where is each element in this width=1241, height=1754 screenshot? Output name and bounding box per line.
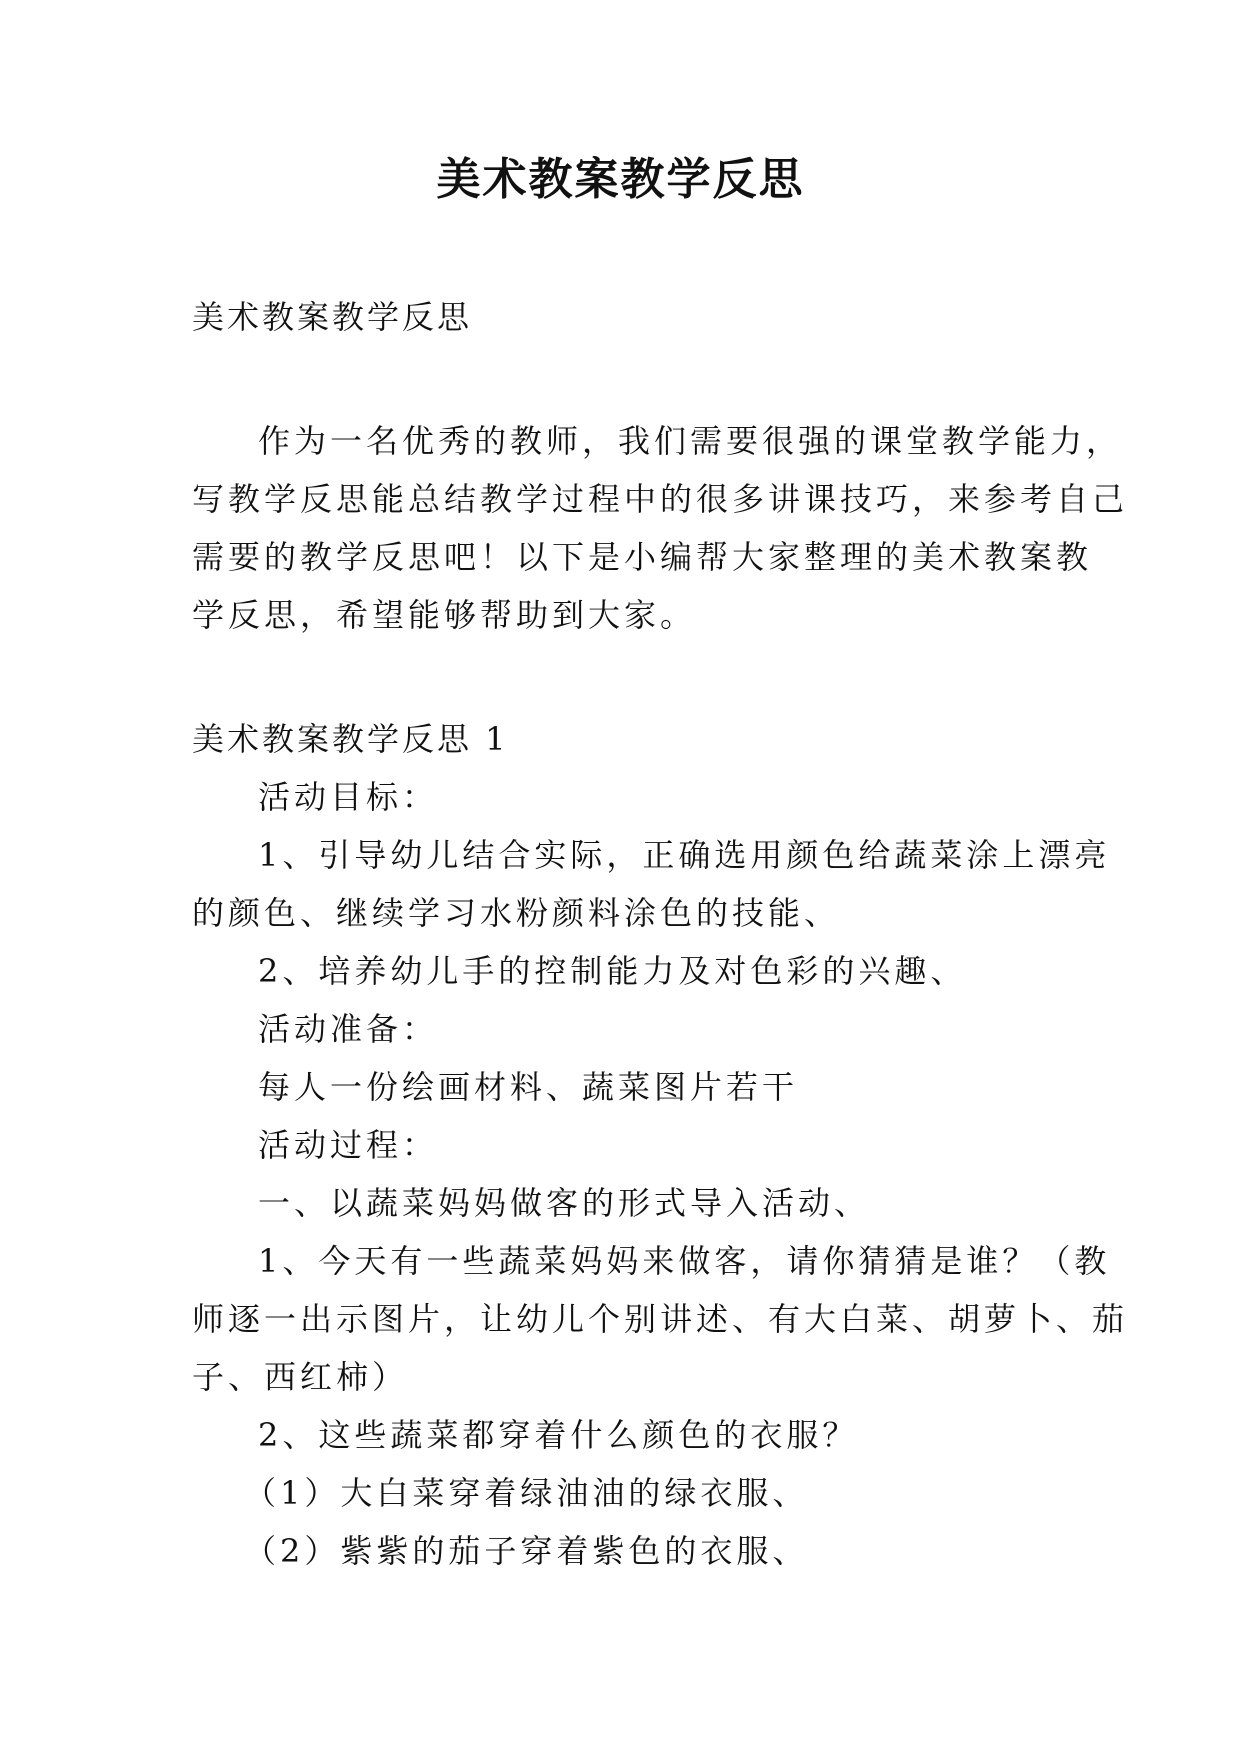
document-subtitle: 美术教案教学反思 [192, 298, 473, 336]
intro-line: 写教学反思能总结教学过程中的很多讲课技巧，来参考自己 [192, 480, 1129, 518]
section-line: 活动目标： [258, 778, 439, 816]
section-line: 2、培养幼儿手的控制能力及对色彩的兴趣、 [258, 952, 967, 990]
section-line: 一、以蔬菜妈妈做客的形式导入活动、 [258, 1184, 871, 1222]
section-line: （2）紫紫的茄子穿着紫色的衣服、 [244, 1532, 809, 1570]
section-line: 子、西红柿） [192, 1358, 409, 1396]
section-line: （1）大白菜穿着绿油油的绿衣服、 [244, 1474, 809, 1512]
section-line: 1、今天有一些蔬菜妈妈来做客，请你猜猜是谁？（教 [258, 1242, 1111, 1280]
section-line: 1、引导幼儿结合实际，正确选用颜色给蔬菜涂上漂亮 [258, 836, 1111, 874]
section-line: 师逐一出示图片，让幼儿个别讲述、有大白菜、胡萝卜、茄 [192, 1300, 1129, 1338]
intro-line: 学反思，希望能够帮助到大家。 [192, 596, 697, 634]
section-line: 2、这些蔬菜都穿着什么颜色的衣服？ [258, 1416, 859, 1454]
document-title: 美术教案教学反思 [436, 154, 805, 205]
section-line: 每人一份绘画材料、蔬菜图片若干 [258, 1068, 799, 1106]
section-line: 活动过程： [258, 1126, 439, 1164]
section-heading: 美术教案教学反思 1 [192, 720, 509, 758]
section-line: 的颜色、继续学习水粉颜料涂色的技能、 [192, 894, 841, 932]
section-line: 活动准备： [258, 1010, 439, 1048]
intro-line: 作为一名优秀的教师，我们需要很强的课堂教学能力， [258, 422, 1123, 460]
intro-line: 需要的教学反思吧！以下是小编帮大家整理的美术教案教 [192, 538, 1093, 576]
document-body [192, 288, 1129, 1580]
